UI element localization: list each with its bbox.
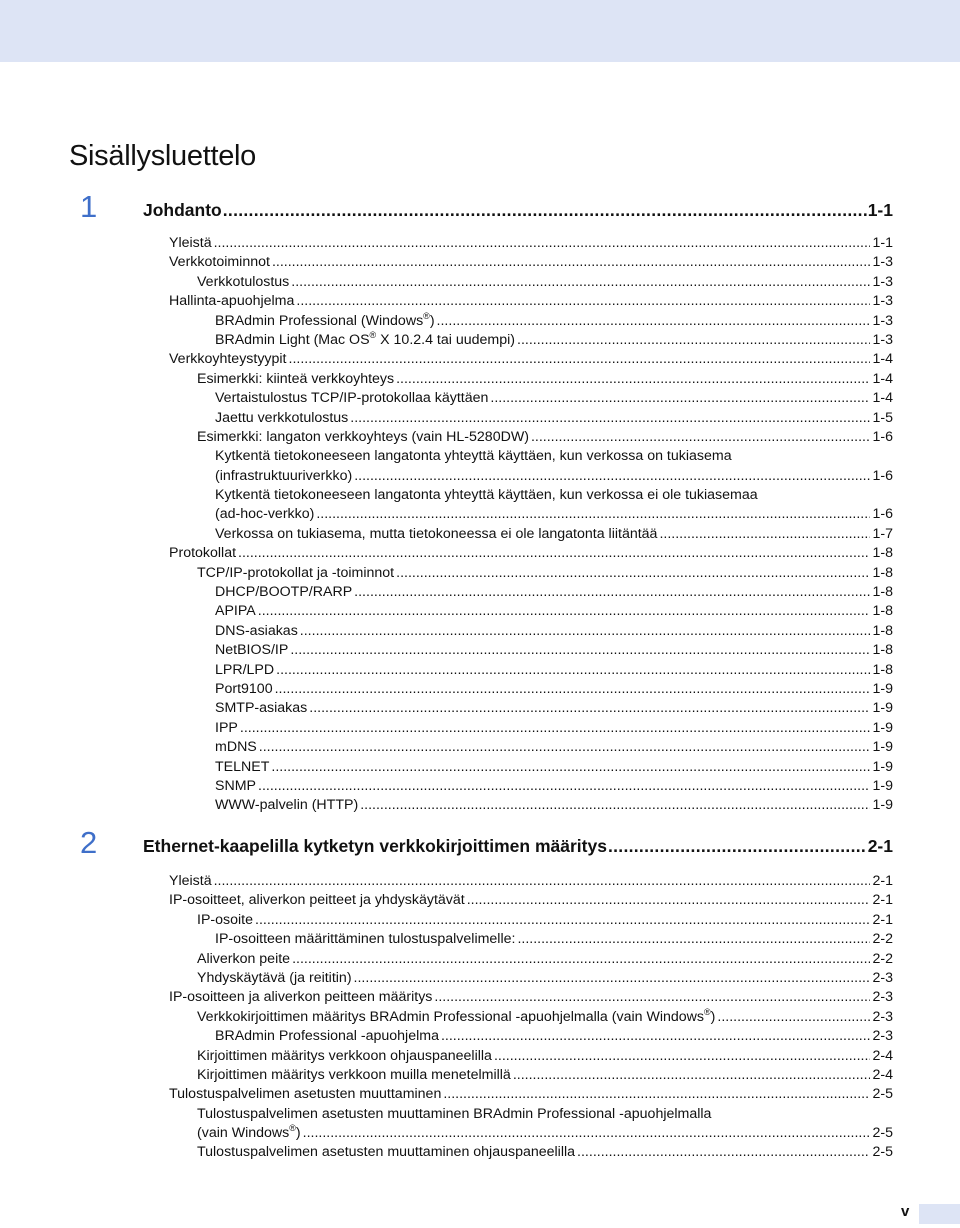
toc-entry-title (215, 583, 352, 602)
toc-entry-title (215, 622, 298, 641)
toc-entry-title (215, 389, 488, 408)
toc-entry-text: mDNS (215, 739, 257, 756)
toc-entry-title (197, 1143, 575, 1162)
toc-entry[interactable] (169, 292, 893, 311)
toc-entry-title (215, 680, 273, 699)
toc-entry-title (215, 641, 288, 660)
toc-entry-title (215, 602, 256, 621)
toc-entry[interactable] (169, 796, 893, 815)
toc-entry[interactable] (169, 312, 893, 331)
footer-tab (919, 1204, 960, 1224)
toc-entry-page: 1-8 (872, 642, 893, 659)
toc-entry-page: 1-5 (872, 409, 893, 426)
toc-entry-title (197, 1047, 492, 1066)
toc-entry[interactable] (169, 370, 893, 389)
toc-entry-title (215, 1027, 439, 1046)
leader-dots (437, 312, 871, 331)
toc-entry-title (169, 988, 432, 1007)
toc-entry-title (197, 428, 529, 447)
toc-entry-text: LPR/LPD (215, 661, 275, 678)
leader-dots (303, 1124, 871, 1143)
toc-entry-text: BRAdmin Professional (Windows (215, 312, 424, 329)
toc-entry-page: 2-4 (872, 1047, 893, 1064)
toc-entry-page: 1-8 (872, 622, 893, 639)
toc-entry-title (197, 1124, 301, 1143)
toc-entry-page: 1-8 (872, 545, 893, 562)
toc-entry-text: IP-osoitteet, aliverkon peitteet ja yhdyskäytävät (169, 892, 465, 909)
leader-dots (659, 525, 870, 544)
toc-entry-text: (infrastruktuuriverkko) (215, 467, 353, 484)
toc-entry-text: Esimerkki: kiinteä verkkoyhteys (197, 370, 395, 387)
leader-dots (494, 1047, 871, 1066)
toc-entry[interactable] (169, 891, 893, 910)
leader-dots (577, 1143, 870, 1162)
toc-entry-title (169, 292, 294, 311)
toc-entry-text: Hallinta-apuohjelma (169, 293, 295, 310)
toc-entry-page: 2-5 (872, 1125, 893, 1142)
toc-entry-page: 1-4 (872, 370, 893, 387)
toc-entry-title (215, 930, 515, 949)
toc-entry[interactable] (169, 253, 893, 272)
toc-entry-text: Protokollat (169, 545, 237, 562)
toc-entry-page: 1-9 (872, 719, 893, 736)
toc-entry-title (215, 796, 358, 815)
toc-entry[interactable] (169, 467, 893, 486)
leader-dots (360, 796, 870, 815)
leader-dots (441, 1027, 871, 1046)
toc-entry-text-suffix: ) (295, 1125, 301, 1142)
chapter-number: 2 (80, 825, 98, 860)
leader-dots (316, 505, 870, 524)
toc-entry[interactable] (169, 777, 893, 796)
toc-entry-text-suffix: ) (710, 1008, 716, 1025)
toc-entry[interactable] (169, 350, 893, 369)
leader-dots (531, 428, 871, 447)
toc-entry-text: SNMP (215, 777, 256, 794)
toc-entry-page: 1-3 (872, 312, 893, 329)
toc-entry-text: (ad-hoc-verkko) (215, 506, 315, 523)
toc-entry-text: Yleistä (169, 235, 212, 251)
leader-dots (214, 234, 871, 253)
leader-dots (350, 409, 870, 428)
leader-dots (434, 988, 870, 1007)
toc-entry[interactable] (169, 234, 893, 253)
toc-entry-text: WWW-palvelin (HTTP) (215, 797, 359, 814)
toc-entry-text: Yleistä (169, 873, 212, 889)
toc-entry-title (215, 738, 257, 757)
leader-dots (354, 583, 870, 602)
toc-entry-text: IPP (215, 719, 238, 736)
toc-entry-title (197, 1105, 711, 1124)
toc-entry[interactable] (169, 505, 893, 524)
toc-entry-title (169, 1085, 441, 1104)
leader-dots (309, 699, 870, 718)
toc-entry-text: Verkkotoiminnot (169, 254, 270, 271)
leader-dots (290, 641, 870, 660)
chapter-heading[interactable] (80, 190, 893, 224)
leader-dots (354, 969, 871, 988)
leader-dots (517, 930, 870, 949)
leader-dots (272, 253, 871, 272)
toc-entry-title (169, 253, 270, 272)
toc-entry-text: IP-osoitteen määrittäminen tulostuspalvelimelle: (215, 931, 516, 948)
toc-entry-title (215, 699, 307, 718)
toc-entry-page: 1-7 (872, 525, 893, 542)
toc-entry-title (197, 564, 394, 583)
toc-entry[interactable] (169, 911, 893, 930)
toc-entry-text: BRAdmin Light (Mac OS (215, 331, 370, 348)
leader-dots (238, 544, 870, 563)
toc-entry-page: 1-8 (872, 603, 893, 620)
leader-dots (467, 891, 871, 910)
toc-entry-page: 1-3 (872, 331, 893, 348)
toc-entry[interactable] (169, 872, 893, 891)
leader-dots (214, 872, 871, 891)
toc-entry-page: 2-4 (872, 1066, 893, 1083)
toc-entry-title (215, 505, 314, 524)
toc-entry-page: 1-1 (872, 235, 893, 251)
toc-entry[interactable] (169, 486, 893, 505)
toc-entry-page: 1-4 (872, 390, 893, 407)
leader-dots (255, 911, 870, 930)
toc-entry-text: BRAdmin Professional -apuohjelma (215, 1028, 439, 1045)
toc-entry-text: Kytkentä tietokoneeseen langatonta yhteyttä käyttäen, kun verkossa on tukiasema (215, 448, 732, 465)
toc-entry[interactable] (169, 1066, 893, 1085)
toc-entry-text: Port9100 (215, 680, 273, 697)
toc-entry-title (215, 758, 269, 777)
registered-mark: ® (704, 1006, 711, 1017)
toc-entry-page: 2-2 (872, 950, 893, 967)
toc-entry-title (197, 911, 253, 930)
toc-entry-text: NetBIOS/IP (215, 642, 289, 659)
toc-entry[interactable] (169, 1008, 893, 1027)
toc-entry-text: IP-osoite (197, 911, 253, 928)
toc-entry-text-suffix: X 10.2.4 tai uudempi) (376, 331, 515, 348)
toc-entry-page: 1-9 (872, 739, 893, 756)
toc-entry-page: 2-1 (872, 911, 893, 928)
toc-entry-text: DHCP/BOOTP/RARP (215, 584, 353, 601)
toc-entry[interactable] (169, 950, 893, 969)
leader-dots (276, 661, 870, 680)
chapter-page: 1-1 (867, 200, 893, 220)
leader-dots (300, 622, 871, 641)
toc-entry-text: (vain Windows (197, 1125, 290, 1142)
toc-entry-page: 2-3 (872, 989, 893, 1006)
toc-entry-text: TCP/IP-protokollat ja -toiminnot (197, 564, 395, 581)
toc-entry-page: 1-9 (872, 797, 893, 814)
toc-entry[interactable] (169, 738, 893, 757)
toc-entry[interactable] (169, 1047, 893, 1066)
leader-dots (275, 680, 871, 699)
toc-entry-text: Aliverkon peite (197, 950, 291, 967)
toc-entry-text: Esimerkki: langaton verkkoyhteys (vain HL-5280DW) (197, 428, 529, 445)
toc-entry[interactable] (169, 525, 893, 544)
toc-entry-page: 2-3 (872, 1008, 893, 1025)
toc-entry[interactable] (169, 1143, 893, 1162)
toc-entry-title (169, 234, 212, 253)
toc-entry-title (215, 312, 435, 331)
toc-entry-title (215, 331, 515, 350)
leader-dots (259, 738, 871, 757)
toc-entry-text: Verkkokirjoittimen määritys BRAdmin Professional -apuohjelmalla (vain Windows (197, 1008, 705, 1025)
toc-entry[interactable] (169, 930, 893, 949)
toc-entry-page: 1-6 (872, 428, 893, 445)
toc-entry-title (197, 1066, 511, 1085)
header-band (0, 0, 960, 62)
toc-entry-text: IP-osoitteen ja aliverkon peitteen määritys (169, 989, 433, 1006)
chapter-page: 2-1 (867, 836, 893, 856)
toc-entry-page: 2-3 (872, 969, 893, 986)
leader-dots (223, 200, 867, 221)
leader-dots (291, 273, 870, 292)
toc-entry-page: 1-6 (872, 506, 893, 523)
toc-entry[interactable] (169, 389, 893, 408)
toc-entry-title (197, 370, 394, 389)
toc-entry-page: 1-8 (872, 661, 893, 678)
toc-entry-title (215, 409, 348, 428)
leader-dots (513, 1066, 871, 1085)
toc-entry-title (215, 447, 732, 466)
toc-entry[interactable] (169, 1105, 893, 1124)
toc-entry-title (169, 872, 212, 891)
toc-entry[interactable] (169, 1027, 893, 1046)
leader-dots (354, 467, 870, 486)
registered-mark: ® (289, 1123, 296, 1134)
toc-entry[interactable] (169, 661, 893, 680)
toc-entry[interactable] (169, 699, 893, 718)
toc-entry-page: 2-5 (872, 1144, 893, 1161)
toc-entry-text: Tulostuspalvelimen asetusten muuttaminen ohjauspaneelilla (197, 1144, 576, 1161)
toc-entry-text: Tulostuspalvelimen asetusten muuttaminen (169, 1086, 442, 1103)
toc-entry-title (197, 1008, 715, 1027)
chapter-heading[interactable] (80, 826, 893, 860)
toc-entry-page: 2-2 (872, 931, 893, 948)
toc-entries (169, 234, 893, 816)
toc-entry-page: 1-4 (872, 351, 893, 368)
toc-entry[interactable] (169, 428, 893, 447)
leader-dots (258, 777, 870, 796)
toc-entry[interactable] (169, 331, 893, 350)
registered-mark: ® (423, 310, 430, 321)
toc-entry[interactable] (169, 622, 893, 641)
toc-entry-text: Tulostuspalvelimen asetusten muuttaminen BRAdmin Professional -apuohjelmalla (197, 1105, 712, 1122)
toc-entry-page: 1-9 (872, 680, 893, 697)
toc-entry-page: 1-9 (872, 777, 893, 794)
toc-entry-page: 2-5 (872, 1086, 893, 1103)
toc-entry-text: Jaettu verkkotulostus (215, 409, 349, 426)
chapter-title: Johdanto (143, 200, 222, 220)
toc-entry[interactable] (169, 583, 893, 602)
chapter-number: 1 (80, 189, 98, 224)
toc-entry[interactable] (169, 1124, 893, 1143)
toc-entry-page: 2-1 (872, 892, 893, 909)
toc-entry-page: 1-8 (872, 564, 893, 581)
toc-entry-title (169, 891, 465, 910)
toc-entry[interactable] (169, 602, 893, 621)
toc-entry-text: Kirjoittimen määritys verkkoon muilla menetelmillä (197, 1066, 511, 1083)
toc-entry-text: TELNET (215, 758, 270, 775)
toc-entry[interactable] (169, 1085, 893, 1104)
toc-entry-title (215, 467, 352, 486)
toc-entry-title (215, 661, 274, 680)
leader-dots (443, 1085, 870, 1104)
toc-entry[interactable] (169, 544, 893, 563)
leader-dots (289, 350, 871, 369)
toc-entry[interactable] (169, 680, 893, 699)
toc-entry-text: Kytkentä tietokoneeseen langatonta yhteyttä käyttäen, kun verkossa ei ole tukiasemaa (215, 487, 758, 504)
chapter-title: Ethernet-kaapelilla kytketyn verkkokirjoittimen määritys (143, 836, 607, 856)
toc-entry-page: 1-3 (872, 273, 893, 290)
toc-entry[interactable] (169, 447, 893, 466)
toc-entry-title (169, 544, 236, 563)
toc-entry-text: Kirjoittimen määritys verkkoon ohjauspaneelilla (197, 1047, 492, 1064)
toc-entry[interactable] (169, 409, 893, 428)
toc-entry-page: 1-6 (872, 467, 893, 484)
toc-entry-page: 1-3 (872, 254, 893, 271)
toc-entry-text-suffix: ) (429, 312, 435, 329)
toc-entry[interactable] (169, 564, 893, 583)
page-number: v (901, 1203, 910, 1220)
page-title: Sisällysluettelo (69, 140, 257, 172)
leader-dots (717, 1008, 870, 1027)
leader-dots (396, 564, 870, 583)
toc-entry-page: 1-9 (872, 700, 893, 717)
toc-entry-text: DNS-asiakas (215, 622, 298, 639)
toc-entry-title (215, 525, 657, 544)
toc-entry-title (215, 719, 238, 738)
leader-dots (240, 719, 871, 738)
toc-entry-title (169, 350, 287, 369)
toc-entry-text: Verkossa on tukiasema, mutta tietokoneessa ei ole langatonta liitäntää (215, 525, 658, 542)
toc-entry[interactable] (169, 988, 893, 1007)
leader-dots (490, 389, 870, 408)
toc-entry-page: 1-8 (872, 584, 893, 601)
toc-entries (169, 872, 893, 1163)
toc-entry-page: 2-1 (872, 873, 893, 889)
registered-mark: ® (369, 329, 377, 340)
toc-entry-title (197, 273, 289, 292)
leader-dots (292, 950, 870, 969)
toc-entry-text: Verkkotulostus (197, 273, 290, 290)
toc-entry[interactable] (169, 273, 893, 292)
leader-dots (396, 370, 870, 389)
toc-entry-page: 1-3 (872, 293, 893, 310)
toc-entry-text: Vertaistulostus TCP/IP-protokollaa käyttäen (215, 390, 489, 407)
toc-entry-text: APIPA (215, 603, 256, 620)
toc-entry[interactable] (169, 758, 893, 777)
leader-dots (517, 331, 870, 350)
toc-entry-title (215, 486, 758, 505)
toc-entry-title (215, 777, 256, 796)
leader-dots (296, 292, 870, 311)
toc-entry[interactable] (169, 719, 893, 738)
toc-entry-text: Verkkoyhteystyypit (169, 351, 287, 368)
toc-entry-text: Yhdyskäytävä (ja reititin) (197, 969, 352, 986)
toc-entry[interactable] (169, 969, 893, 988)
leader-dots (608, 836, 867, 857)
leader-dots (258, 602, 871, 621)
toc-entry-title (197, 950, 290, 969)
toc-entry-text: SMTP-asiakas (215, 700, 308, 717)
toc-entry[interactable] (169, 641, 893, 660)
toc-entry-page: 1-9 (872, 758, 893, 775)
leader-dots (271, 758, 870, 777)
toc-entry-page: 2-3 (872, 1028, 893, 1045)
toc-entry-title (197, 969, 352, 988)
